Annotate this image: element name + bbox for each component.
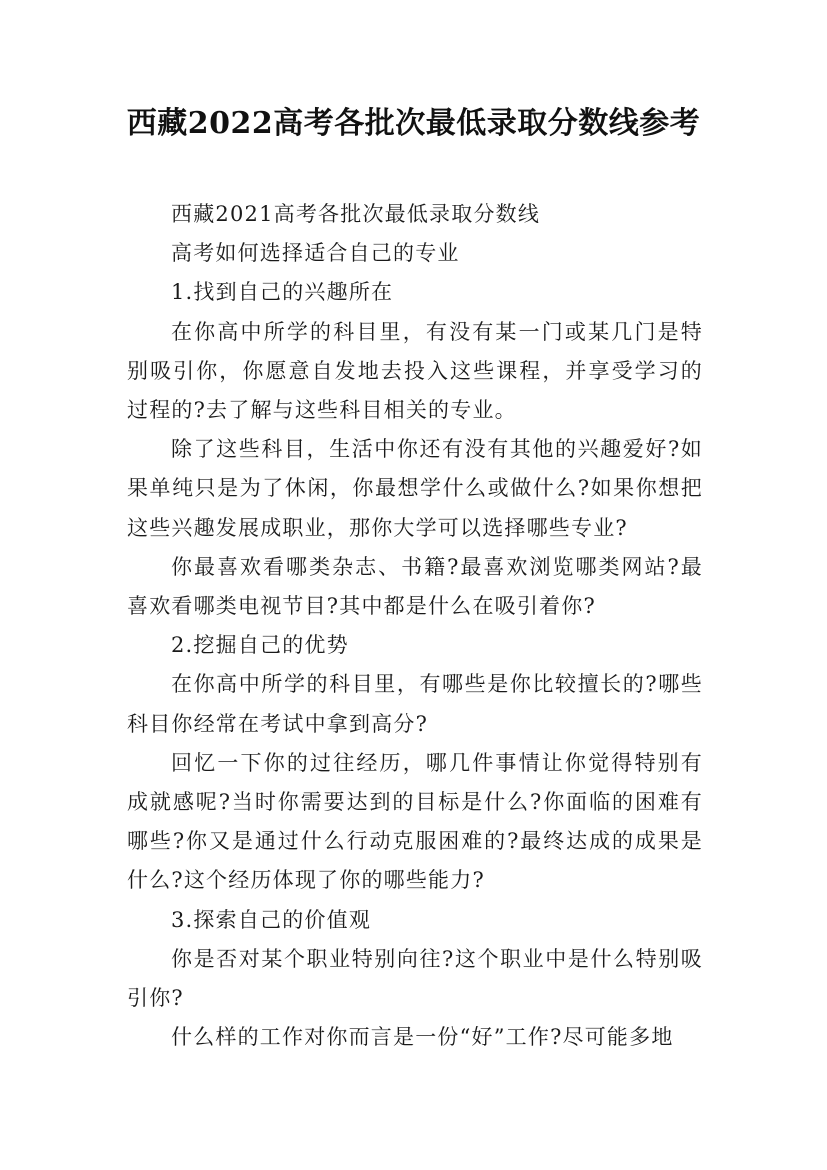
paragraph: 你最喜欢看哪类杂志、书籍?最喜欢浏览哪类网站?最喜欢看哪类电视节目?其中都是什么在吸引着你?	[127, 554, 703, 619]
paragraph-heading-strengths: 2.挖掘自己的优势	[171, 633, 349, 658]
paragraph: 你是否对某个职业特别向往?这个职业中是什么特别吸引你?	[127, 946, 703, 1011]
paragraph: 除了这些科目，生活中你还有没有其他的兴趣爱好?如果单纯只是为了休闲，你最想学什么或做什么?如果你想把这些兴趣发展成职业，那你大学可以选择哪些专业?	[127, 437, 703, 540]
paragraph-section-heading: 高考如何选择适合自己的专业	[171, 241, 460, 266]
paragraph: 在你高中所学的科目里，有哪些是你比较擅长的?哪些科目你经常在考试中拿到高分?	[127, 672, 703, 736]
paragraph-heading-interest: 1.找到自己的兴趣所在	[171, 280, 394, 305]
paragraph: 什么样的工作对你而言是一份“好”工作?尽可能多地	[171, 1025, 674, 1050]
paragraph: 在你高中所学的科目里，有没有某一门或某几门是特别吸引你，你愿意自发地去投入这些课程，并享受学习的过程的?去了解与这些科目相关的专业。	[127, 319, 703, 423]
paragraph-subtitle: 西藏2021高考各批次最低录取分数线	[171, 202, 541, 226]
paragraph-heading-values: 3.探索自己的价值观	[171, 907, 372, 932]
paragraph: 回忆一下你的过往经历，哪几件事情让你觉得特别有成就感呢?当时你需要达到的目标是什么?你面临的困难有哪些?你又是通过什么行动克服困难的?最终达成的成果是什么?这个经历体现了你的哪些能力?	[127, 750, 703, 893]
document-title: 西藏2022高考各批次最低录取分数线参考	[126, 106, 701, 141]
document-body	[127, 195, 703, 1057]
